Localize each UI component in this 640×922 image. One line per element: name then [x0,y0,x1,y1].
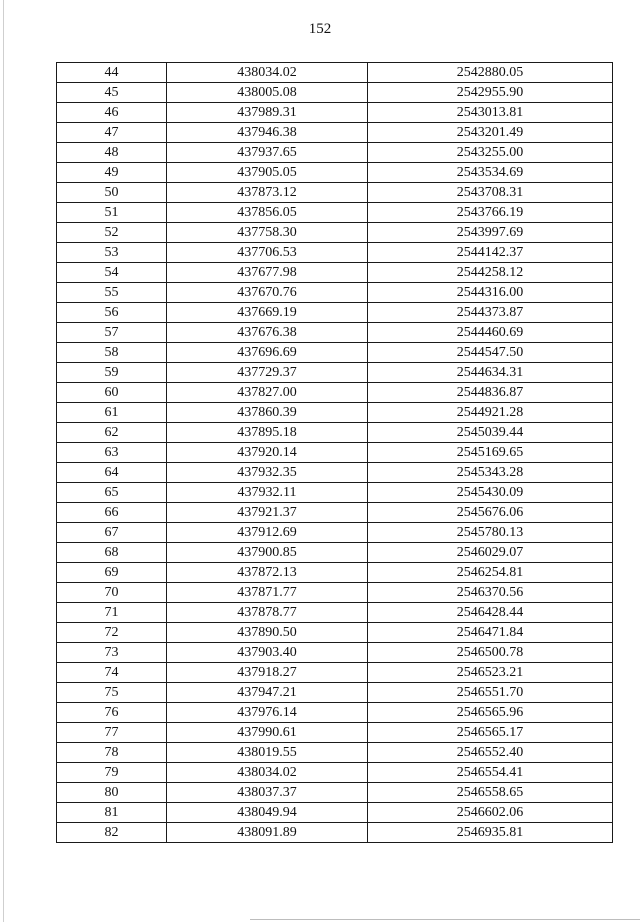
y-coordinate-cell: 2546552.40 [368,743,613,763]
y-coordinate-cell: 2545780.13 [368,523,613,543]
table-row [57,583,613,603]
table-row [57,143,613,163]
y-coordinate-cell: 2544547.50 [368,343,613,363]
table-row [57,683,613,703]
x-coordinate-cell: 437900.85 [167,543,368,563]
x-coordinate-cell: 437976.14 [167,703,368,723]
x-coordinate-cell: 437729.37 [167,363,368,383]
table-row [57,63,613,83]
point-number-cell: 54 [57,263,167,283]
x-coordinate-cell: 437937.65 [167,143,368,163]
x-coordinate-cell: 437706.53 [167,243,368,263]
x-coordinate-cell: 438019.55 [167,743,368,763]
x-coordinate-cell: 437921.37 [167,503,368,523]
y-coordinate-cell: 2545169.65 [368,443,613,463]
table-row [57,663,613,683]
table-row [57,563,613,583]
point-number-cell: 68 [57,543,167,563]
point-number-cell: 65 [57,483,167,503]
y-coordinate-cell: 2545343.28 [368,463,613,483]
point-number-cell: 47 [57,123,167,143]
x-coordinate-cell: 437758.30 [167,223,368,243]
y-coordinate-cell: 2546554.41 [368,763,613,783]
point-number-cell: 44 [57,63,167,83]
x-coordinate-cell: 437878.77 [167,603,368,623]
table-row [57,503,613,523]
table-row [57,603,613,623]
table-row [57,623,613,643]
table-row [57,523,613,543]
point-number-cell: 45 [57,83,167,103]
point-number-cell: 62 [57,423,167,443]
y-coordinate-cell: 2546558.65 [368,783,613,803]
x-coordinate-cell: 437912.69 [167,523,368,543]
coordinates-table [56,62,613,843]
x-coordinate-cell: 438034.02 [167,763,368,783]
point-number-cell: 67 [57,523,167,543]
x-coordinate-cell: 438005.08 [167,83,368,103]
y-coordinate-cell: 2545430.09 [368,483,613,503]
point-number-cell: 59 [57,363,167,383]
point-number-cell: 51 [57,203,167,223]
table-row [57,783,613,803]
point-number-cell: 61 [57,403,167,423]
x-coordinate-cell: 437946.38 [167,123,368,143]
table-row [57,803,613,823]
table-row [57,163,613,183]
table-row [57,643,613,663]
y-coordinate-cell: 2543534.69 [368,163,613,183]
x-coordinate-cell: 437873.12 [167,183,368,203]
point-number-cell: 70 [57,583,167,603]
y-coordinate-cell: 2546500.78 [368,643,613,663]
y-coordinate-cell: 2542955.90 [368,83,613,103]
x-coordinate-cell: 437932.35 [167,463,368,483]
table-row [57,203,613,223]
x-coordinate-cell: 437871.77 [167,583,368,603]
coordinates-table-body [57,63,613,843]
table-row [57,183,613,203]
y-coordinate-cell: 2546471.84 [368,623,613,643]
table-row [57,243,613,263]
table-row [57,543,613,563]
x-coordinate-cell: 437932.11 [167,483,368,503]
table-row [57,283,613,303]
point-number-cell: 82 [57,823,167,843]
x-coordinate-cell: 437920.14 [167,443,368,463]
y-coordinate-cell: 2546370.56 [368,583,613,603]
point-number-cell: 63 [57,443,167,463]
table-row [57,103,613,123]
table-row [57,763,613,783]
y-coordinate-cell: 2543766.19 [368,203,613,223]
y-coordinate-cell: 2543013.81 [368,103,613,123]
x-coordinate-cell: 437677.98 [167,263,368,283]
table-row [57,83,613,103]
table-row [57,443,613,463]
y-coordinate-cell: 2546029.07 [368,543,613,563]
y-coordinate-cell: 2546565.96 [368,703,613,723]
x-coordinate-cell: 437696.69 [167,343,368,363]
point-number-cell: 55 [57,283,167,303]
table-row [57,363,613,383]
x-coordinate-cell: 437872.13 [167,563,368,583]
point-number-cell: 74 [57,663,167,683]
x-coordinate-cell: 438091.89 [167,823,368,843]
y-coordinate-cell: 2544921.28 [368,403,613,423]
point-number-cell: 58 [57,343,167,363]
x-coordinate-cell: 438034.02 [167,63,368,83]
x-coordinate-cell: 437989.31 [167,103,368,123]
point-number-cell: 52 [57,223,167,243]
page-number: 152 [308,21,332,37]
y-coordinate-cell: 2544258.12 [368,263,613,283]
point-number-cell: 81 [57,803,167,823]
point-number-cell: 79 [57,763,167,783]
point-number-cell: 77 [57,723,167,743]
point-number-cell: 48 [57,143,167,163]
table-row [57,423,613,443]
y-coordinate-cell: 2542880.05 [368,63,613,83]
page-bottom-line [250,919,640,920]
table-row [57,303,613,323]
point-number-cell: 57 [57,323,167,343]
point-number-cell: 78 [57,743,167,763]
point-number-cell: 60 [57,383,167,403]
y-coordinate-cell: 2546551.70 [368,683,613,703]
y-coordinate-cell: 2543201.49 [368,123,613,143]
point-number-cell: 76 [57,703,167,723]
point-number-cell: 71 [57,603,167,623]
table-row [57,403,613,423]
y-coordinate-cell: 2544460.69 [368,323,613,343]
x-coordinate-cell: 437676.38 [167,323,368,343]
x-coordinate-cell: 437895.18 [167,423,368,443]
point-number-cell: 53 [57,243,167,263]
y-coordinate-cell: 2546935.81 [368,823,613,843]
table-row [57,263,613,283]
point-number-cell: 72 [57,623,167,643]
y-coordinate-cell: 2543708.31 [368,183,613,203]
table-row [57,223,613,243]
x-coordinate-cell: 437860.39 [167,403,368,423]
point-number-cell: 73 [57,643,167,663]
table-row [57,703,613,723]
x-coordinate-cell: 437670.76 [167,283,368,303]
y-coordinate-cell: 2544316.00 [368,283,613,303]
table-row [57,343,613,363]
y-coordinate-cell: 2544373.87 [368,303,613,323]
x-coordinate-cell: 437947.21 [167,683,368,703]
table-row [57,323,613,343]
x-coordinate-cell: 437903.40 [167,643,368,663]
x-coordinate-cell: 437856.05 [167,203,368,223]
point-number-cell: 66 [57,503,167,523]
point-number-cell: 50 [57,183,167,203]
y-coordinate-cell: 2545039.44 [368,423,613,443]
y-coordinate-cell: 2543997.69 [368,223,613,243]
y-coordinate-cell: 2543255.00 [368,143,613,163]
point-number-cell: 49 [57,163,167,183]
point-number-cell: 46 [57,103,167,123]
x-coordinate-cell: 437669.19 [167,303,368,323]
y-coordinate-cell: 2546602.06 [368,803,613,823]
y-coordinate-cell: 2545676.06 [368,503,613,523]
table-row [57,723,613,743]
x-coordinate-cell: 438037.37 [167,783,368,803]
point-number-cell: 56 [57,303,167,323]
table-row [57,463,613,483]
x-coordinate-cell: 437905.05 [167,163,368,183]
table-row [57,123,613,143]
x-coordinate-cell: 437827.00 [167,383,368,403]
table-row [57,383,613,403]
x-coordinate-cell: 438049.94 [167,803,368,823]
y-coordinate-cell: 2546523.21 [368,663,613,683]
point-number-cell: 69 [57,563,167,583]
x-coordinate-cell: 437990.61 [167,723,368,743]
point-number-cell: 80 [57,783,167,803]
y-coordinate-cell: 2544836.87 [368,383,613,403]
x-coordinate-cell: 437890.50 [167,623,368,643]
point-number-cell: 75 [57,683,167,703]
y-coordinate-cell: 2546254.81 [368,563,613,583]
y-coordinate-cell: 2544142.37 [368,243,613,263]
y-coordinate-cell: 2546565.17 [368,723,613,743]
page-edge-line [3,0,4,922]
table-row [57,743,613,763]
y-coordinate-cell: 2544634.31 [368,363,613,383]
x-coordinate-cell: 437918.27 [167,663,368,683]
point-number-cell: 64 [57,463,167,483]
y-coordinate-cell: 2546428.44 [368,603,613,623]
table-row [57,823,613,843]
table-row [57,483,613,503]
